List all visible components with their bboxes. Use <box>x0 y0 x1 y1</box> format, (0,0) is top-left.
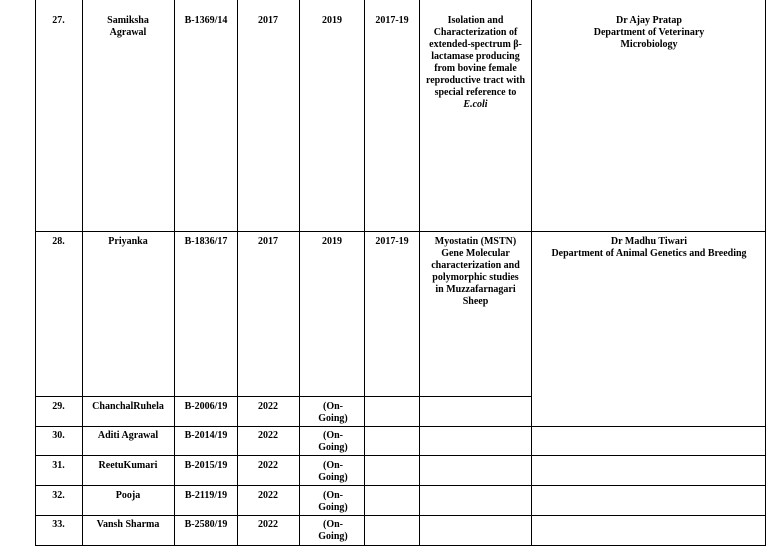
session-cell: 2017-19 <box>375 236 409 247</box>
row-divider <box>35 515 766 516</box>
thesis-title-italic: E.coli <box>463 99 488 110</box>
thesis-title-cell: Myostatin (MSTN) Gene Molecular characterization and polymorphic studies in Muzzafarnagari Sheep <box>431 236 520 307</box>
student-name-cell: Samiksha Agrawal <box>107 15 149 38</box>
row-divider <box>35 485 766 486</box>
registration-id-cell: B-2119/19 <box>184 490 228 501</box>
student-name-cell: ChanchalRuhela <box>92 401 164 412</box>
start-year-cell: 2022 <box>258 490 278 501</box>
session-cell: 2017-19 <box>375 15 409 26</box>
registration-id-cell: B-2015/19 <box>184 460 228 471</box>
serial-number-cell: 33. <box>52 519 65 530</box>
registration-id-cell: B-2580/19 <box>184 519 228 530</box>
start-year-cell: 2017 <box>258 236 278 247</box>
student-name-cell: ReetuKumari <box>98 460 158 471</box>
end-year-cell: 2019 <box>322 15 342 26</box>
thesis-title-text: Isolation and Characterization of extended-spectrum β-lactamase producing from bovine female reproductive tract with special reference to <box>425 15 526 98</box>
registration-id-cell: B-1836/17 <box>184 236 228 247</box>
table-border-bottom <box>35 545 766 546</box>
row-divider <box>35 426 766 427</box>
guide-department: Department of Animal Genetics and Breeding <box>551 248 747 259</box>
start-year-cell: 2022 <box>258 460 278 471</box>
col-divider <box>531 0 532 546</box>
start-year-cell: 2022 <box>258 519 278 530</box>
row-divider <box>35 396 532 397</box>
student-name-cell: Priyanka <box>108 236 148 247</box>
guide-department: Department of Veterinary Microbiology <box>593 27 705 50</box>
col-divider <box>364 0 365 546</box>
col-divider <box>299 0 300 546</box>
end-year-cell: 2019 <box>322 236 342 247</box>
guide-name: Dr Ajay Pratap <box>616 15 682 26</box>
serial-number-cell: 28. <box>52 236 65 247</box>
col-divider <box>419 0 420 546</box>
table-border-right <box>765 0 766 546</box>
col-divider <box>237 0 238 546</box>
guide-cell <box>535 236 763 260</box>
col-divider <box>174 0 175 546</box>
end-year-cell: (On-Going) <box>318 519 348 542</box>
serial-number-cell: 31. <box>52 460 65 471</box>
thesis-title-cell <box>422 15 529 111</box>
student-name-cell: Pooja <box>115 490 141 501</box>
start-year-cell: 2022 <box>258 430 278 441</box>
start-year-cell: 2022 <box>258 401 278 412</box>
registration-id-cell: B-1369/14 <box>184 15 228 26</box>
start-year-cell: 2017 <box>258 15 278 26</box>
serial-number-cell: 29. <box>52 401 65 412</box>
records-table <box>35 0 766 546</box>
end-year-cell: (On-Going) <box>318 430 348 453</box>
student-name-cell: Vansh Sharma <box>96 519 160 530</box>
row-divider <box>35 231 766 232</box>
end-year-cell: (On-Going) <box>318 490 348 513</box>
serial-number-cell: 30. <box>52 430 65 441</box>
end-year-cell: (On-Going) <box>318 460 348 483</box>
row-divider <box>35 455 766 456</box>
end-year-cell: (On-Going) <box>318 401 348 424</box>
student-name-cell: Aditi Agrawal <box>97 430 159 441</box>
table-border-left <box>35 0 36 546</box>
registration-id-cell: B-2006/19 <box>184 401 228 412</box>
serial-number-cell: 27. <box>52 15 65 26</box>
serial-number-cell: 32. <box>52 490 65 501</box>
registration-id-cell: B-2014/19 <box>184 430 228 441</box>
guide-cell <box>535 15 763 51</box>
guide-name: Dr Madhu Tiwari <box>610 236 688 247</box>
